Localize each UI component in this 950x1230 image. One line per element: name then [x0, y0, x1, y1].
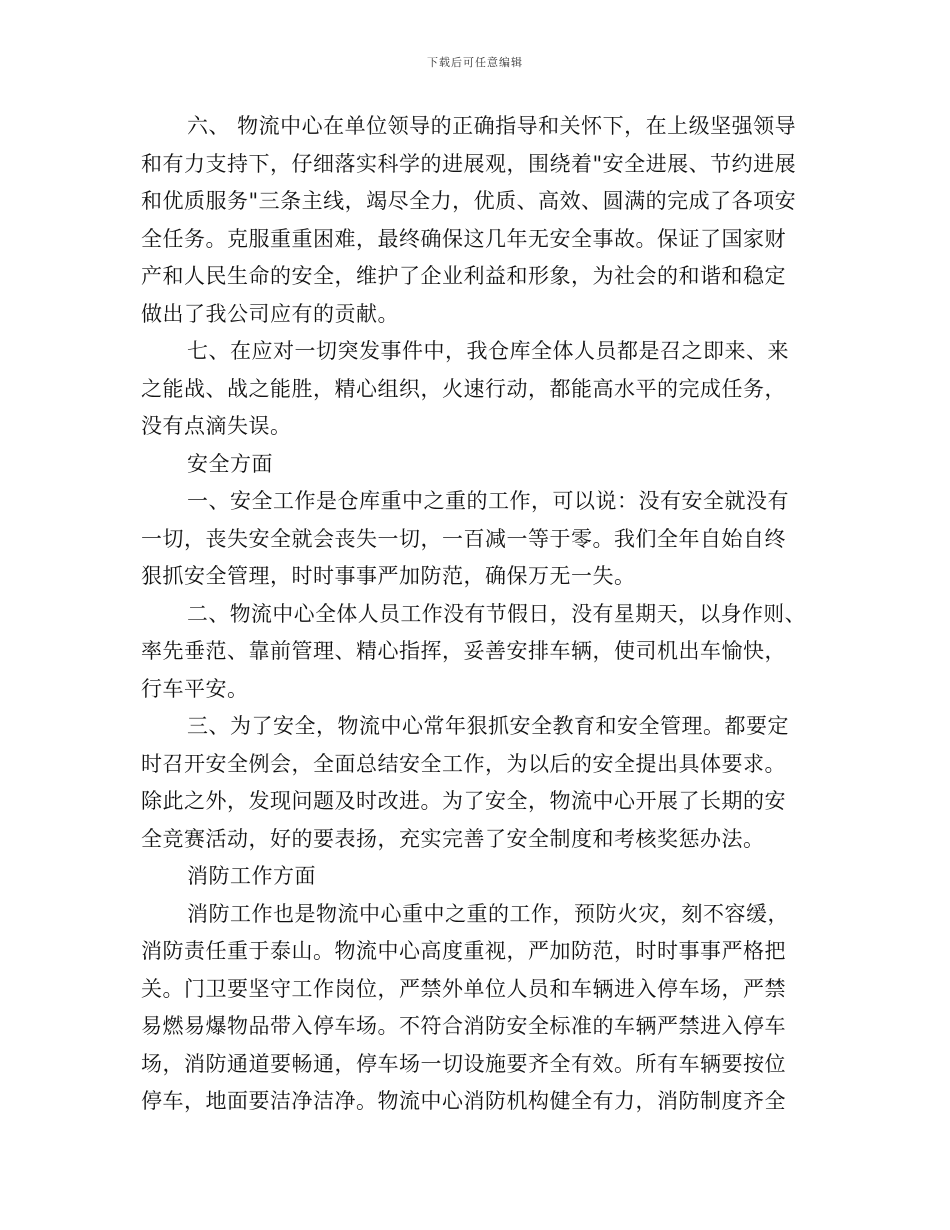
text-line: 除此之外，发现问题及时改进。为了安全，物流中心开展了长期的安	[141, 789, 786, 813]
text-line: 安全方面	[187, 451, 273, 476]
text-line: 易燃易爆物品带入停车场。不符合消防安全标准的车辆严禁进入停车	[141, 1014, 786, 1038]
document-body	[141, 108, 806, 1121]
text-line: 消防工作方面	[187, 864, 316, 888]
text-line: 行车平安。	[141, 676, 249, 701]
text-line: 消防责任重于泰山。物流中心高度重视，严加防范，时时事事严格把	[141, 939, 786, 963]
text-line: 场，消防通道要畅通，停车场一切设施要齐全有效。所有车辆要按位	[141, 1051, 786, 1076]
text-line: 率先垂范、靠前管理、精心指挥，妥善安排车辆，使司机出车愉快，	[141, 639, 786, 663]
text-line: 三、为了安全，物流中心常年狠抓安全教育和安全管理。都要定	[187, 714, 789, 738]
text-line: 和有力支持下，仔细落实科学的进展观，围绕着"安全进展、节约进展	[141, 151, 797, 176]
text-line: 消防工作也是物流中心重中之重的工作，预防火灾，刻不容缓，	[187, 901, 789, 926]
text-line: 产和人民生命的安全，维护了企业利益和形象，为社会的和谐和稳定	[141, 264, 786, 288]
text-line: 一切，丧失安全就会丧失一切，一百减一等于零。我们全年自始自终	[141, 526, 786, 551]
text-line: 二、物流中心全体人员工作没有节假日，没有星期天，以身作则、	[187, 601, 806, 626]
text-line: 之能战、战之能胜，精心组织，火速行动，都能高水平的完成任务，	[141, 376, 786, 401]
text-line: 六、 物流中心在单位领导的正确指导和关怀下，在上级坚强领导	[187, 114, 797, 138]
text-line: 做出了我公司应有的贡献。	[141, 301, 399, 326]
page-header: 下载后可任意编辑	[427, 56, 523, 69]
text-line: 全竞赛活动，好的要表扬，充实完善了安全制度和考核奖惩办法。	[141, 826, 765, 851]
text-line: 没有点滴失误。	[141, 414, 292, 438]
text-line: 一、安全工作是仓库重中之重的工作，可以说：没有安全就没有	[187, 489, 789, 513]
text-line: 停车，地面要洁净洁净。物流中心消防机构健全有力，消防制度齐全	[141, 1089, 786, 1113]
text-line: 七、在应对一切突发事件中，我仓库全体人员都是召之即来、来	[187, 339, 789, 363]
text-line: 和优质服务"三条主线，竭尽全力，优质、高效、圆满的完成了各项安	[141, 189, 797, 213]
text-line: 时召开安全例会，全面总结安全工作，为以后的安全提出具体要求。	[141, 751, 786, 776]
text-line: 关。门卫要坚守工作岗位，严禁外单位人员和车辆进入停车场，严禁	[141, 976, 786, 1001]
text-line: 狠抓安全管理，时时事事严加防范，确保万无一失。	[141, 564, 636, 588]
text-line: 全任务。克服重重困难，最终确保这几年无安全事故。保证了国家财	[141, 226, 786, 251]
